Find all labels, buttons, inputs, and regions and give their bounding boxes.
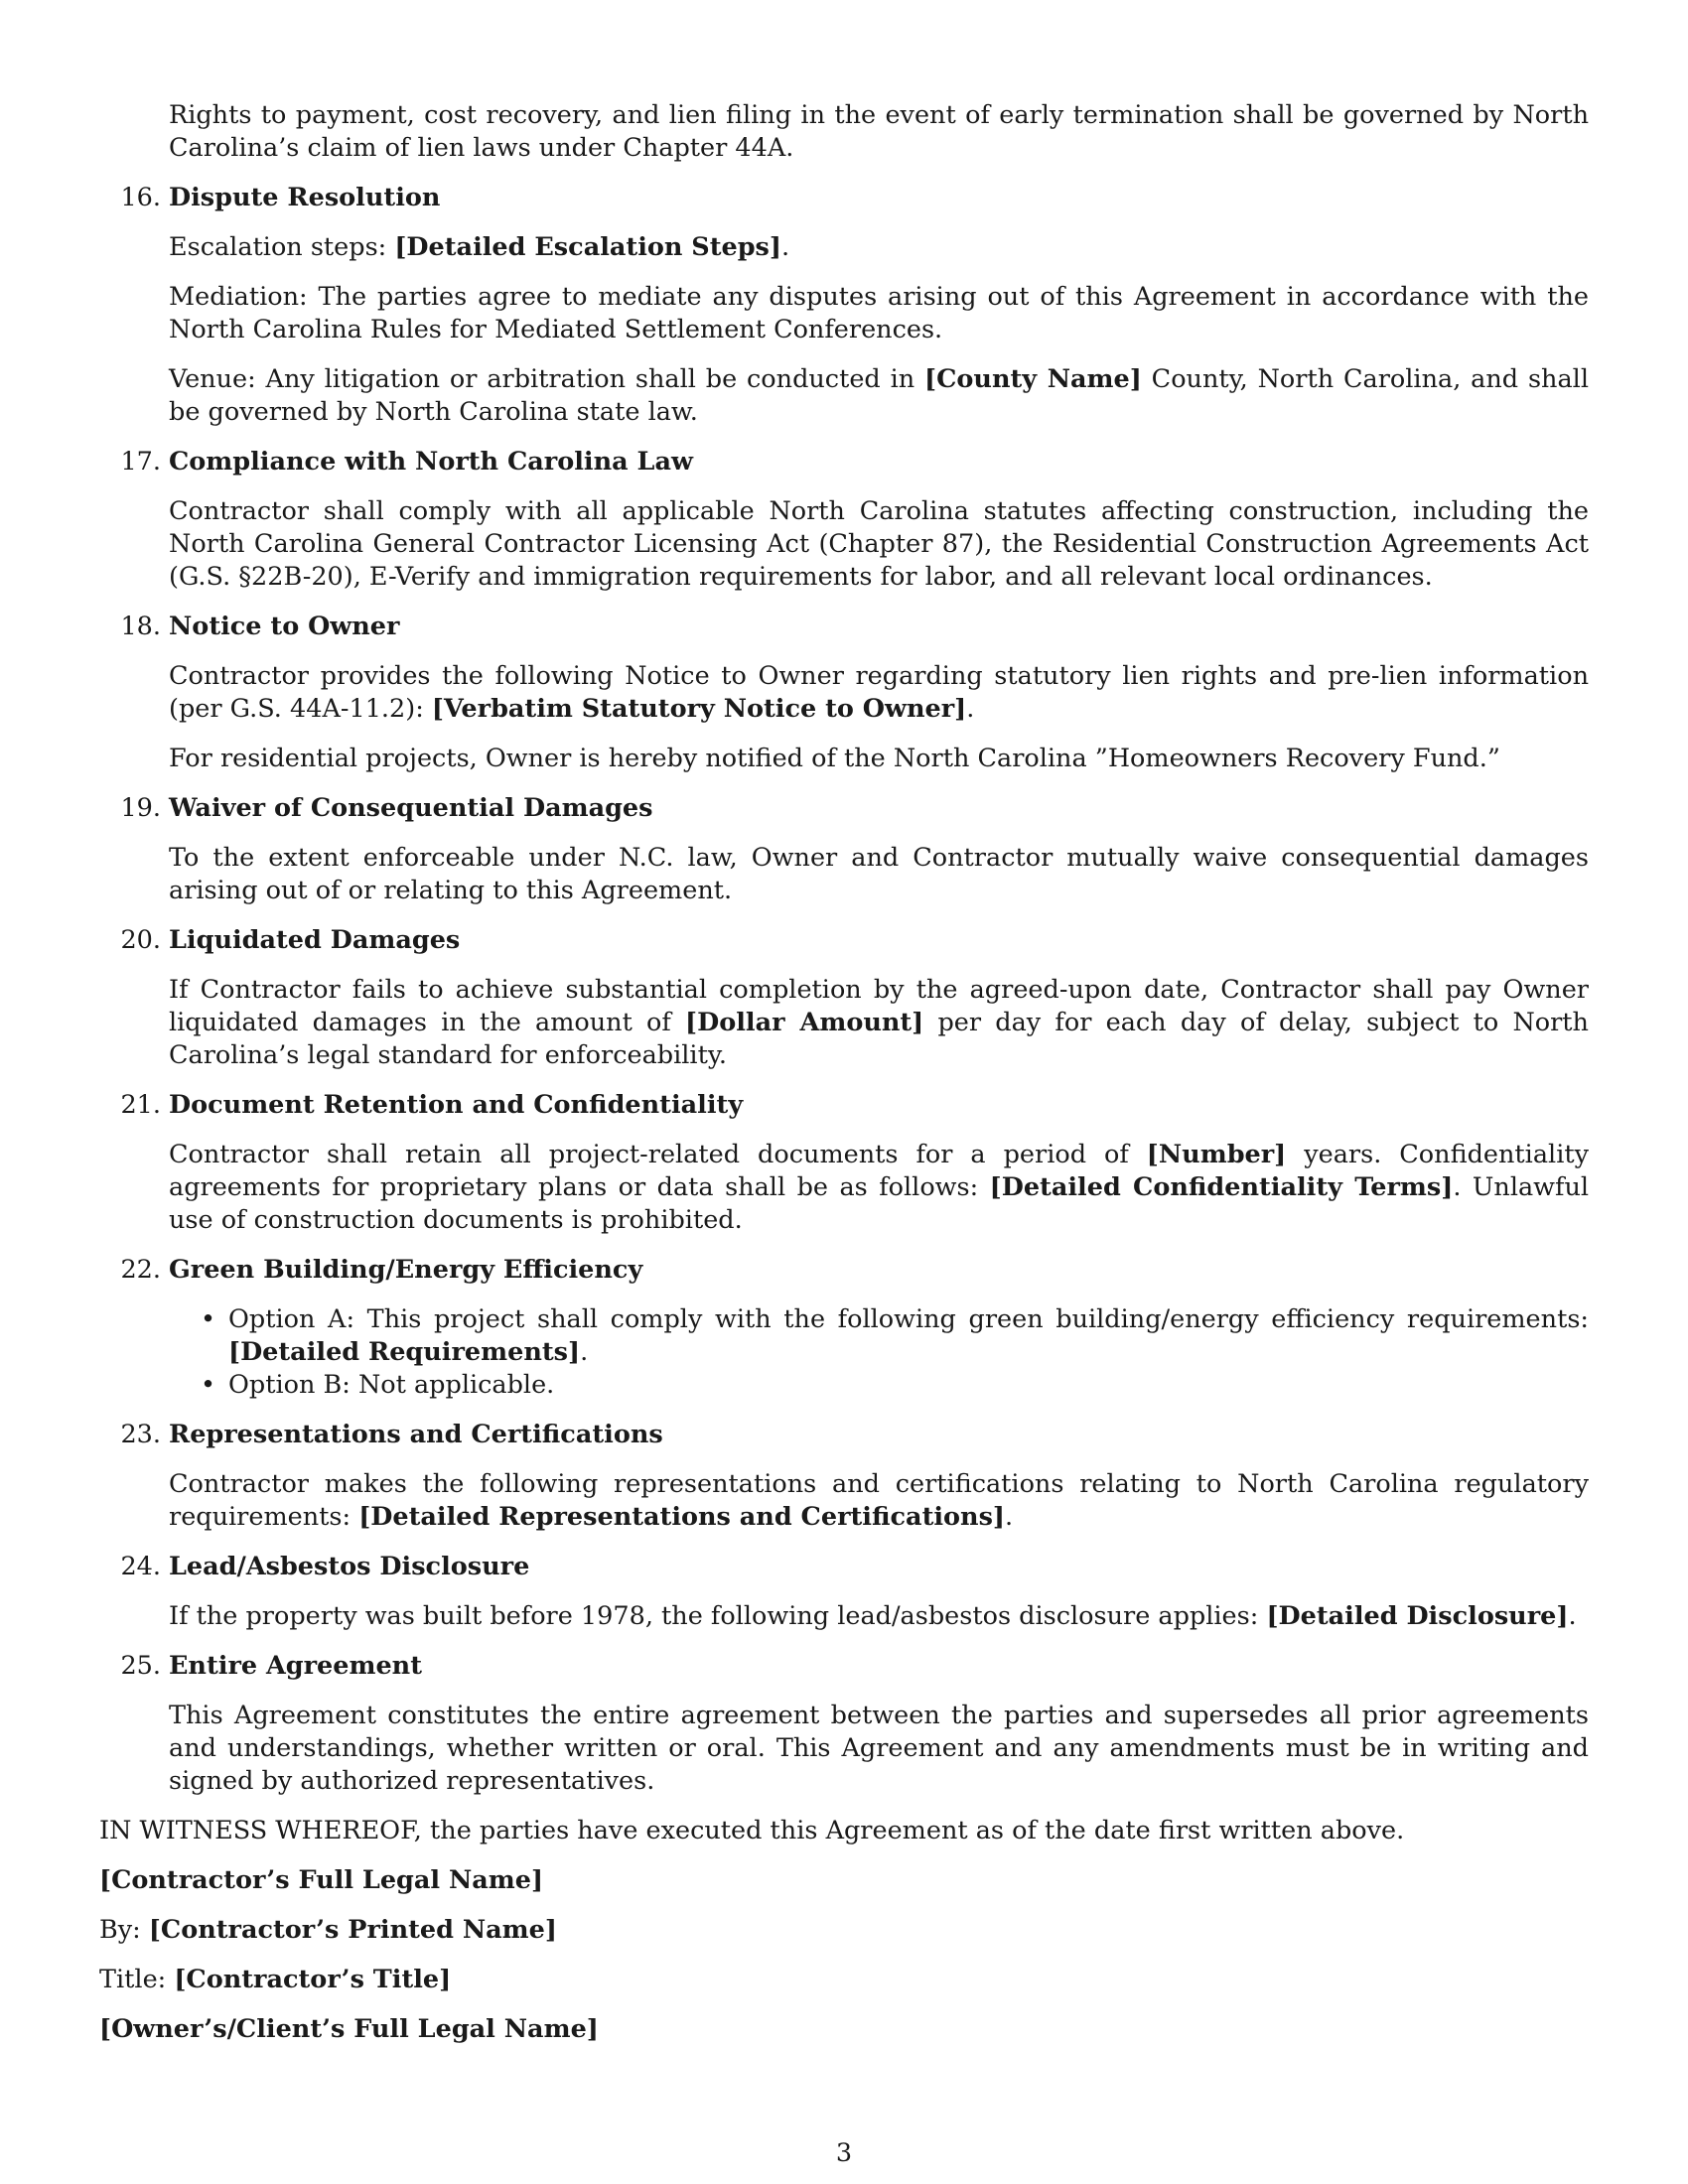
escalation-steps-field: [Detailed Escalation Steps] xyxy=(394,232,781,262)
section-number: 16. xyxy=(120,183,161,212)
section-16-dispute-resolution xyxy=(99,182,1589,429)
compliance-paragraph: Contractor shall comply with all applicable North Carolina statutes affecting construction, including the North Carolina General Contractor Licensing Act (Chapter 87), the Residential Construction Agreements Act (G.S. §22B-20), E-Verify and immigration requirements for labor, and all relevant local ordinances. xyxy=(169,496,1589,592)
owner-name-field: [Owner’s/Client’s Full Legal Name] xyxy=(99,2014,599,2044)
section-number: 19. xyxy=(120,793,161,823)
representations-paragraph: Contractor makes the following representations and certifications relating to North Carolina regulatory requirements: [Detailed Representations and Certifications]. xyxy=(169,1469,1589,1532)
disclosure-field: [Detailed Disclosure] xyxy=(1266,1601,1569,1631)
section-title: Compliance with North Carolina Law xyxy=(169,447,693,477)
representations-field: [Detailed Representations and Certifications] xyxy=(358,1502,1006,1532)
section-number: 21. xyxy=(120,1090,161,1120)
number-years-field: [Number] xyxy=(1146,1140,1287,1169)
section-number: 20. xyxy=(120,925,161,955)
section-title: Representations and Certifications xyxy=(169,1420,663,1449)
section-number: 17. xyxy=(120,447,161,477)
option-a: • Option A: This project shall comply with the following green building/energy efficiency requirements: [Detailed Requirements]. xyxy=(201,1304,1589,1367)
section-24-lead-asbestos xyxy=(99,1551,1589,1633)
section-number: 24. xyxy=(120,1552,161,1581)
contractor-by-line: By: [Contractor’s Printed Name] xyxy=(99,1915,557,1945)
section-title: Document Retention and Confidentiality xyxy=(169,1090,744,1120)
section-number: 18. xyxy=(120,612,161,641)
section-number: 22. xyxy=(120,1255,161,1285)
statutory-notice-field: [Verbatim Statutory Notice to Owner] xyxy=(431,694,967,724)
section-20-liquidated-damages xyxy=(99,924,1589,1072)
section-title: Waiver of Consequential Damages xyxy=(169,793,653,823)
document-page xyxy=(99,99,1589,2046)
bullet-icon: • xyxy=(201,1370,216,1400)
contractor-name-field: [Contractor’s Full Legal Name] xyxy=(99,1865,544,1895)
section-22-green-building xyxy=(99,1254,1589,1402)
section-title: Entire Agreement xyxy=(169,1651,422,1681)
section-19-waiver xyxy=(99,792,1589,907)
liquidated-damages-paragraph: If Contractor fails to achieve substantial completion by the agreed-upon date, Contractor shall pay Owner liquidated damages in the amount of [Dollar Amount] per day for each day of delay, subject to North Carolina’s legal standard for enforceability. xyxy=(169,975,1589,1070)
option-b: • Option B: Not applicable. xyxy=(201,1370,555,1400)
section-21-document-retention xyxy=(99,1089,1589,1237)
options-list xyxy=(169,1303,1589,1402)
section-number: 23. xyxy=(120,1420,161,1449)
recovery-fund-paragraph: For residential projects, Owner is hereby notified of the North Carolina ”Homeowners Recovery Fund.” xyxy=(169,744,1500,773)
requirements-field: [Detailed Requirements] xyxy=(228,1337,581,1367)
contractor-title-field: [Contractor’s Title] xyxy=(174,1965,452,1994)
section-18-notice-to-owner xyxy=(99,611,1589,775)
venue-paragraph: Venue: Any litigation or arbitration shall be conducted in [County Name] County, North Carolina, and shall be governed by North Carolina state law. xyxy=(169,364,1589,427)
page-number: 3 xyxy=(835,2138,853,2168)
section-title: Notice to Owner xyxy=(169,612,400,641)
county-name-field: [County Name] xyxy=(924,364,1142,394)
waiver-paragraph: To the extent enforceable under N.C. law, Owner and Contractor mutually waive consequential damages arising out of or relating to this Agreement. xyxy=(169,843,1589,905)
escalation-paragraph: Escalation steps: [Detailed Escalation Steps]. xyxy=(169,232,790,262)
section-title: Dispute Resolution xyxy=(169,183,441,212)
section-17-compliance xyxy=(99,446,1589,594)
contractor-printed-name-field: [Contractor’s Printed Name] xyxy=(148,1915,557,1945)
mediation-paragraph: Mediation: The parties agree to mediate any disputes arising out of this Agreement in accordance with the North Carolina Rules for Mediated Settlement Conferences. xyxy=(169,282,1589,344)
notice-paragraph: Contractor provides the following Notice to Owner regarding statutory lien rights and pre-lien information (per G.S. 44A-11.2): [Verbatim Statutory Notice to Owner]. xyxy=(169,661,1589,724)
section-25-entire-agreement xyxy=(99,1650,1589,1798)
termination-lien-paragraph: Rights to payment, cost recovery, and lien filing in the event of early termination shall be governed by North Carolina’s claim of lien laws under Chapter 44A. xyxy=(169,100,1589,163)
section-title: Lead/Asbestos Disclosure xyxy=(169,1552,530,1581)
retention-paragraph: Contractor shall retain all project-related documents for a period of [Number] years. Confidentiality agreements for proprietary plans or data shall be as follows: [Detailed Confidentiality Terms]. Unlawful use of construction documents is prohibited. xyxy=(169,1140,1590,1235)
entire-agreement-paragraph: This Agreement constitutes the entire agreement between the parties and supersedes all prior agreements and understandings, whether written or oral. This Agreement and any amendments must be in writing and signed by authorized representatives. xyxy=(169,1701,1589,1796)
witness-statement: IN WITNESS WHEREOF, the parties have executed this Agreement as of the date first written above. xyxy=(99,1816,1405,1845)
confidentiality-terms-field: [Detailed Confidentiality Terms] xyxy=(989,1172,1454,1202)
dollar-amount-field: [Dollar Amount] xyxy=(685,1008,924,1037)
disclosure-paragraph: If the property was built before 1978, the following lead/asbestos disclosure applies: [Detailed Disclosure]. xyxy=(169,1601,1577,1631)
section-title: Green Building/Energy Efficiency xyxy=(169,1255,643,1285)
bullet-icon: • xyxy=(201,1304,216,1334)
section-23-representations xyxy=(99,1419,1589,1534)
section-number: 25. xyxy=(120,1651,161,1681)
contractor-title-line: Title: [Contractor’s Title] xyxy=(99,1965,452,1994)
section-title: Liquidated Damages xyxy=(169,925,461,955)
